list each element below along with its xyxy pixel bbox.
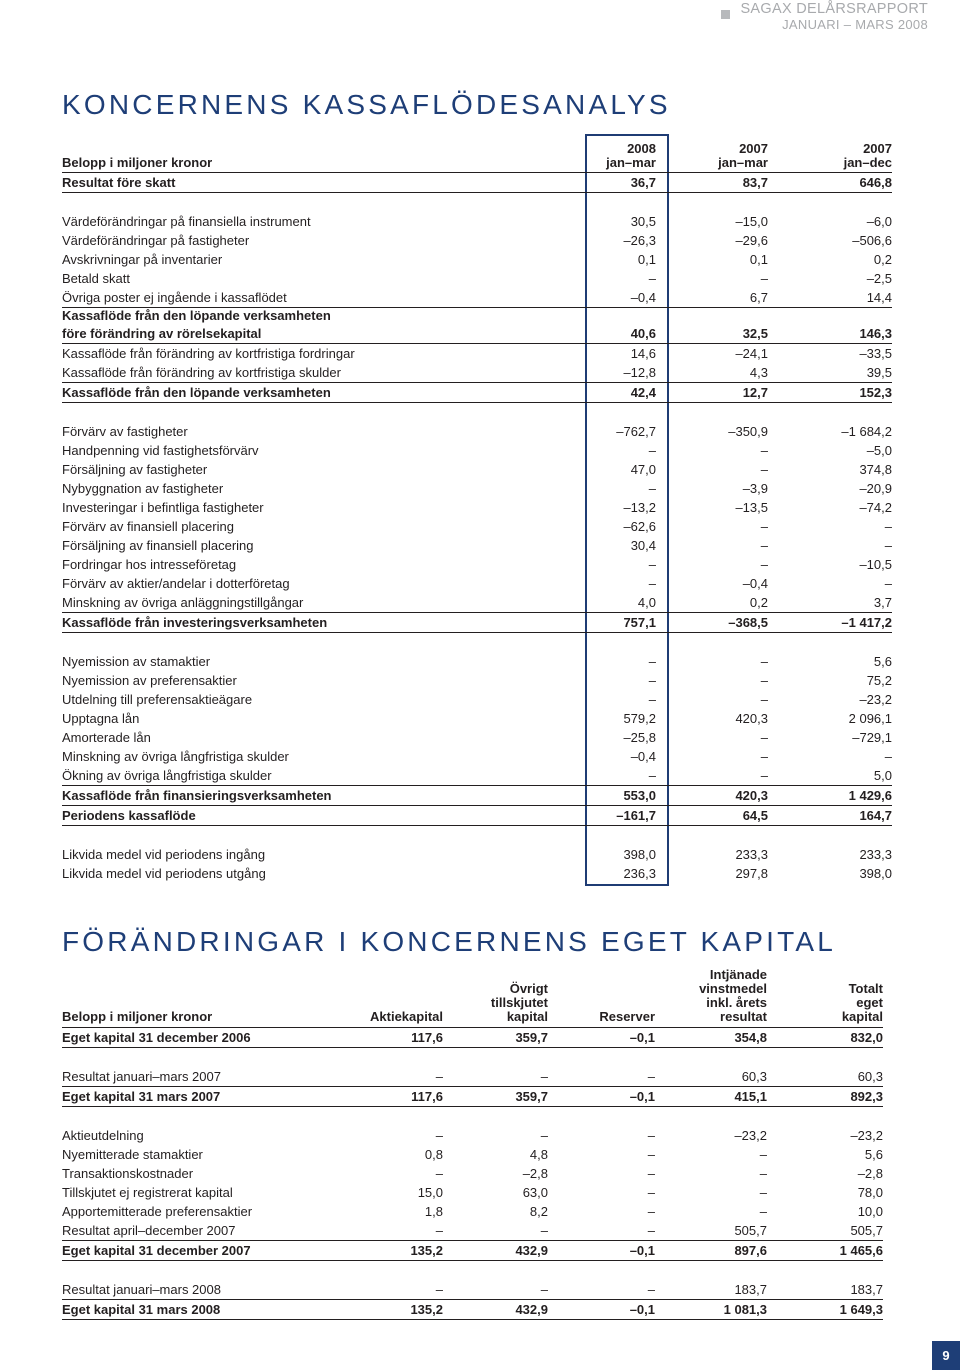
page-number: 9 <box>932 1341 960 1370</box>
column-header: 2007 jan–dec <box>768 142 892 173</box>
spacer-row <box>62 1048 883 1068</box>
report-header <box>740 2 928 32</box>
table-row: Tillskjutet ej registrerat kapital 15,0 63,0 – – 78,0 <box>62 1185 883 1200</box>
cashflow-table <box>62 142 892 883</box>
spacer-row <box>62 403 892 423</box>
spacer-row <box>62 1261 883 1281</box>
report-period: JANUARI – MARS 2008 <box>782 17 928 32</box>
table-row: Eget kapital 31 december 2006 117,6 359,7 –0,1 354,8 832,0 <box>62 1028 883 1048</box>
table-row: Kassaflöde från den löpande verksamheten <box>62 308 331 323</box>
table-row: Likvida medel vid periodens ingång 398,0 233,3 233,3 <box>62 847 892 862</box>
table-row: Övriga poster ej ingående i kassaflödet –0,4 6,7 14,4 <box>62 288 892 308</box>
table-row: Betald skatt – – –2,5 <box>62 271 892 286</box>
table-row: Förvärv av aktier/andelar i dotterföretag – –0,4 – <box>62 576 892 591</box>
spacer-row <box>62 1107 883 1127</box>
cashflow-label-header: Belopp i miljoner kronor <box>62 142 585 173</box>
cashflow-header-row <box>62 142 892 173</box>
column-header: 2008 jan–mar <box>585 142 656 173</box>
table-row: Ökning av övriga långfristiga skulder – – 5,0 <box>62 766 892 786</box>
table-row: Fordringar hos intresseföretag – – –10,5 <box>62 557 892 572</box>
table-row: Förvärv av fastigheter –762,7 –350,9 –1 684,2 <box>62 424 892 439</box>
table-row: Nybyggnation av fastigheter – –3,9 –20,9 <box>62 481 892 496</box>
equity-header-row <box>62 968 883 1028</box>
table-row: Utdelning till preferensaktieägare – – –23,2 <box>62 692 892 707</box>
column-header: 2007 jan–mar <box>656 142 768 173</box>
table-row: Periodens kassaflöde –161,7 64,5 164,7 <box>62 806 892 826</box>
table-row: Eget kapital 31 mars 2007 117,6 359,7 –0,1 415,1 892,3 <box>62 1087 883 1107</box>
table-row: Eget kapital 31 december 2007 135,2 432,9 –0,1 897,6 1 465,6 <box>62 1241 883 1261</box>
table-row: Kassaflöde från finansieringsverksamheten 553,0 420,3 1 429,6 <box>62 786 892 806</box>
table-row: Minskning av övriga långfristiga skulder –0,4 – – <box>62 749 892 764</box>
table-row: före förändring av rörelsekapital 40,6 32,5 146,3 <box>62 324 892 344</box>
spacer-row <box>62 193 892 213</box>
table-row: Värdeförändringar på fastigheter –26,3 –29,6 –506,6 <box>62 233 892 248</box>
table-row: Resultat januari–mars 2007 – – – 60,3 60,3 <box>62 1067 883 1087</box>
table-row: Aktieutdelning – – – –23,2 –23,2 <box>62 1128 883 1143</box>
table-row: Resultat januari–mars 2008 – – – 183,7 183,7 <box>62 1280 883 1300</box>
cashflow-title: KONCERNENS KASSAFLÖDESANALYS <box>62 89 671 120</box>
table-row: Värdeförändringar på finansiella instrument 30,5 –15,0 –6,0 <box>62 214 892 229</box>
table-row: Handpenning vid fastighetsförvärv – – –5,0 <box>62 443 892 458</box>
table-row: Amorterade lån –25,8 – –729,1 <box>62 730 892 745</box>
spacer-row <box>62 826 892 846</box>
table-row: Likvida medel vid periodens utgång 236,3 297,8 398,0 <box>62 866 892 881</box>
table-row: Försäljning av fastigheter 47,0 – 374,8 <box>62 462 892 477</box>
table-row: Kassaflöde från förändring av kortfristiga skulder –12,8 4,3 39,5 <box>62 363 892 383</box>
header-square-icon <box>721 10 730 19</box>
column-header: Övrigt tillskjutet kapital <box>443 968 548 1028</box>
table-row: Investeringar i befintliga fastigheter –13,2 –13,5 –74,2 <box>62 500 892 515</box>
equity-label-header: Belopp i miljoner kronor <box>62 968 362 1028</box>
table-row: Förvärv av finansiell placering –62,6 – – <box>62 519 892 534</box>
column-header: Intjänade vinstmedel inkl. årets resultat <box>655 968 767 1028</box>
spacer-row <box>62 633 892 653</box>
table-row: Försäljning av finansiell placering 30,4 – – <box>62 538 892 553</box>
report-company: SAGAX DELÅRSRAPPORT <box>740 1 928 17</box>
table-row: Kassaflöde från investeringsverksamheten 757,1 –368,5 –1 417,2 <box>62 613 892 633</box>
equity-table <box>62 968 883 1320</box>
table-row: Nyemitterade stamaktier 0,8 4,8 – – 5,6 <box>62 1147 883 1162</box>
equity-title: FÖRÄNDRINGAR I KONCERNENS EGET KAPITAL <box>62 926 837 957</box>
column-header: Reserver <box>548 968 655 1028</box>
table-row: Resultat före skatt 36,7 83,7 646,8 <box>62 173 892 193</box>
column-header: Totalt eget kapital <box>767 968 883 1028</box>
table-row: Upptagna lån 579,2 420,3 2 096,1 <box>62 711 892 726</box>
table-row: Minskning av övriga anläggningstillgångar 4,0 0,2 3,7 <box>62 593 892 613</box>
table-row: Resultat april–december 2007 – – – 505,7 505,7 <box>62 1221 883 1241</box>
column-header: Aktiekapital <box>362 968 443 1028</box>
table-row: Kassaflöde från förändring av kortfristiga fordringar 14,6 –24,1 –33,5 <box>62 346 892 361</box>
table-row: Avskrivningar på inventarier 0,1 0,1 0,2 <box>62 252 892 267</box>
table-row: Nyemission av preferensaktier – – 75,2 <box>62 673 892 688</box>
table-row: Nyemission av stamaktier – – 5,6 <box>62 654 892 669</box>
table-row: Eget kapital 31 mars 2008 135,2 432,9 –0,1 1 081,3 1 649,3 <box>62 1300 883 1320</box>
table-row: Apportemitterade preferensaktier 1,8 8,2 – – 10,0 <box>62 1204 883 1219</box>
table-row: Transaktionskostnader – –2,8 – – –2,8 <box>62 1166 883 1181</box>
table-row: Kassaflöde från den löpande verksamheten 42,4 12,7 152,3 <box>62 383 892 403</box>
